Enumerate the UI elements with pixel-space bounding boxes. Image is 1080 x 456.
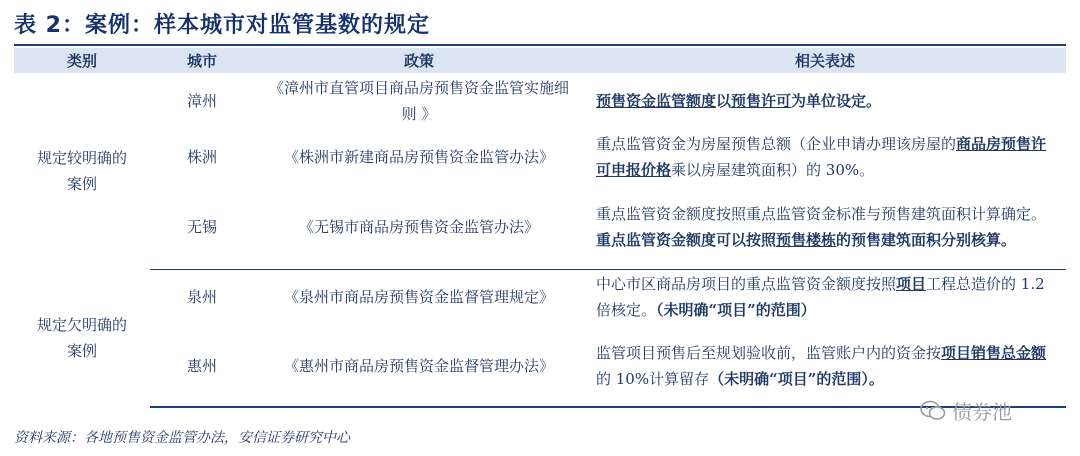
city-cell: 漳州 xyxy=(186,92,217,110)
desc-part: 商品房预售许可申报价格 xyxy=(596,135,1047,179)
desc-part: 中心市区商品房项目的重点监管资金额度按照 xyxy=(596,275,897,294)
desc-part: 重点监管资金额度按照重点监管资金标准与预售建筑面积计算确定。 xyxy=(596,204,1047,223)
table-title: 表 2：案例：样本城市对监管基数的规定 xyxy=(14,13,430,38)
source-note: 资料来源：各地预售资金监管办法，安信证券研究中心 xyxy=(14,430,350,446)
table-row xyxy=(14,73,1066,129)
policy-cell: 《泉州市商品房预售资金监督管理规定》 xyxy=(283,288,554,307)
desc-part: 项目 xyxy=(896,275,927,294)
description-cell xyxy=(584,185,1066,269)
description-cell xyxy=(584,73,1066,129)
table-row xyxy=(14,269,1066,325)
desc-part: 监管项目预售后至规划验收前，监管账户内的资金按 xyxy=(596,343,942,362)
city-cell: 无锡 xyxy=(150,185,254,269)
policy-cell: 《惠州市商品房预售资金监督管理办法》 xyxy=(254,325,584,407)
desc-part: 工程总造价的 1.2 倍核定。 xyxy=(596,275,1045,320)
table-header-row xyxy=(14,48,1066,73)
desc-part: 项目销售总金额 xyxy=(941,343,1047,362)
desc-part: 以 xyxy=(716,92,732,110)
category-cell xyxy=(14,269,150,407)
city-cell: 泉州 xyxy=(186,288,217,307)
category-label: 规定较明确的案例 xyxy=(36,149,127,193)
desc-part: 为单位设定。 xyxy=(791,92,882,110)
watermark-text: 债券池 xyxy=(952,400,1012,424)
table-row xyxy=(14,185,1066,269)
wechat-icon xyxy=(920,400,946,422)
desc-part: 的预售建筑面积分别核算。 xyxy=(836,230,1017,249)
desc-part: 预售资金监管额度 xyxy=(596,92,717,110)
desc-part: 的 10%计算留存 xyxy=(596,369,710,388)
city-cell: 惠州 xyxy=(150,325,254,407)
description-cell xyxy=(584,129,1066,185)
header-policy: 政策 xyxy=(254,48,584,73)
desc-part: 预售楼栋 xyxy=(776,230,837,249)
policy-table xyxy=(14,48,1066,408)
header-category: 类别 xyxy=(14,48,150,73)
title-rule xyxy=(14,44,1066,46)
policy-cell: 《株洲市新建商品房预售资金监管办法》 xyxy=(283,148,554,166)
description-cell xyxy=(584,269,1066,325)
desc-part: 乘以房屋建筑面积）的 30%。 xyxy=(671,161,875,179)
category-label: 规定欠明确的案例 xyxy=(36,316,127,360)
desc-part: （未明确“项目”的范围） xyxy=(656,301,816,320)
city-cell: 株洲 xyxy=(186,148,217,166)
desc-part: 重点监管资金额度可以按照 xyxy=(596,230,777,249)
watermark xyxy=(920,396,1012,425)
desc-part: 预售许可 xyxy=(731,92,792,110)
desc-part: 重点监管资金为房屋预售总额（企业申请办理该房屋的 xyxy=(596,135,957,153)
table-row xyxy=(14,325,1066,407)
category-cell xyxy=(14,73,150,269)
table-row xyxy=(14,129,1066,185)
policy-cell: 《漳州市直管项目商品房预售资金监管实施细则 》 xyxy=(268,79,569,123)
description-cell xyxy=(584,325,1066,407)
policy-cell: 《无锡市商品房预售资金监管办法》 xyxy=(254,185,584,269)
header-city: 城市 xyxy=(150,48,254,73)
desc-part: （未明确“项目”的范围）。 xyxy=(709,369,884,388)
header-description: 相关表述 xyxy=(584,48,1066,73)
